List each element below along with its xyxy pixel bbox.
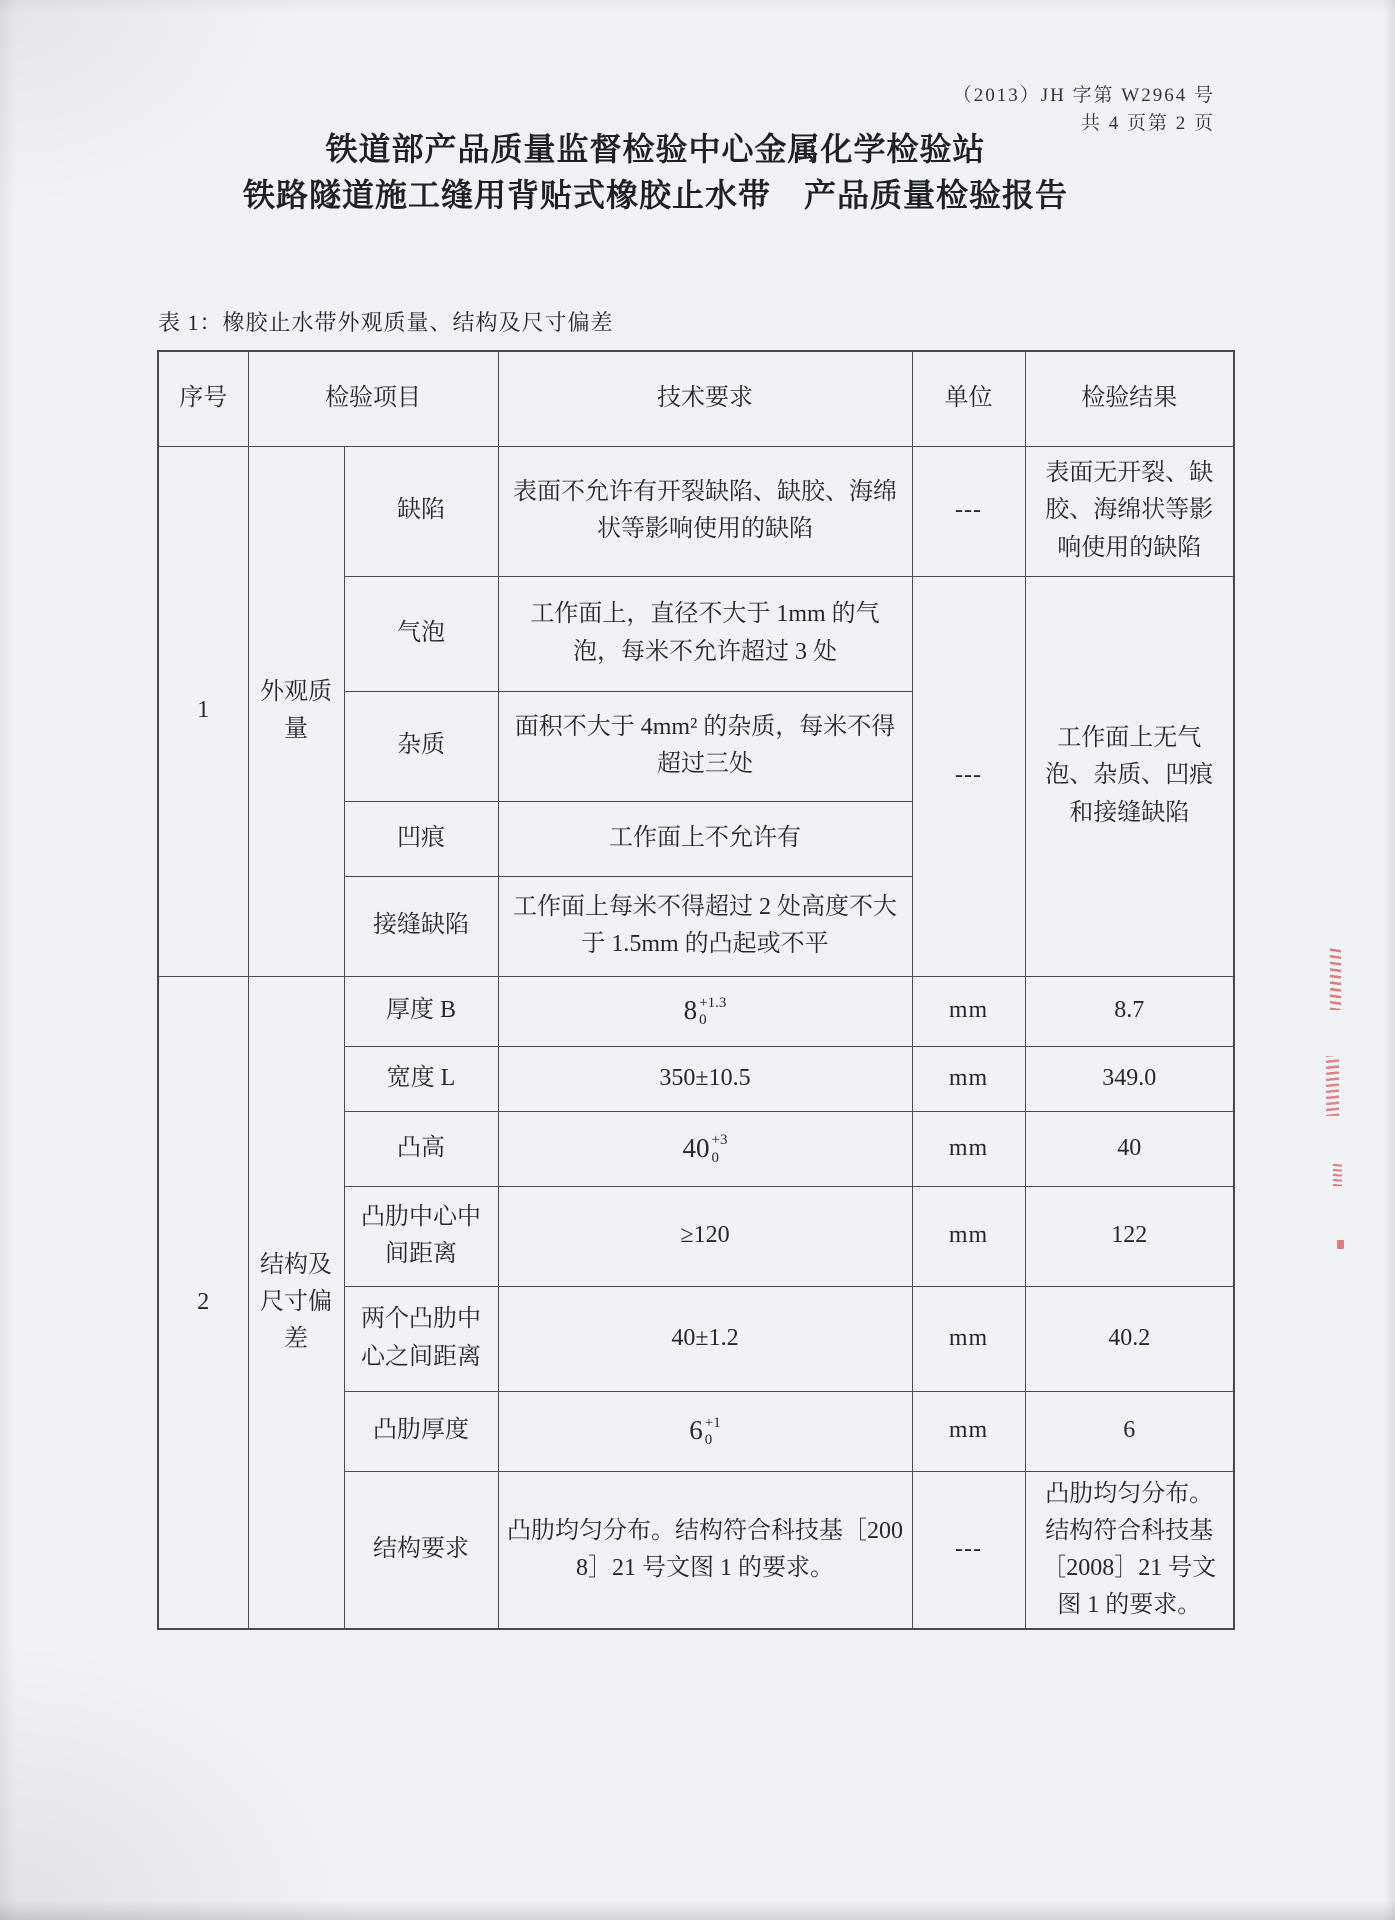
row-item-label: 厚度 B	[344, 976, 498, 1046]
row-result: 6	[1025, 1391, 1234, 1471]
row-requirement: 40±1.2	[498, 1286, 912, 1391]
row-requirement: 工作面上，直径不大于 1mm 的气泡，每米不允许超过 3 处	[498, 576, 912, 691]
row-requirement: 工作面上不允许有	[498, 801, 912, 876]
tolerance-base: 6	[689, 1415, 703, 1446]
row-item-label: 接缝缺陷	[344, 876, 498, 976]
tolerance-upper: +1.3	[699, 994, 727, 1011]
col-header-unit: 单位	[912, 351, 1025, 446]
page-count: 共 4 页第 2 页	[1080, 113, 1215, 134]
row-item-label: 结构要求	[344, 1471, 498, 1629]
red-stamp-fragment	[1326, 1056, 1339, 1116]
row-result: 8.7	[1025, 976, 1234, 1046]
row-result: 40.2	[1025, 1286, 1234, 1391]
row-unit: mm	[912, 976, 1025, 1046]
row-result: 凸肋均匀分布。结构符合科技基［2008］21 号文图 1 的要求。	[1025, 1471, 1234, 1629]
row-item-label: 两个凸肋中心之间距离	[344, 1286, 498, 1391]
section-group-label: 结构及尺寸偏差	[248, 976, 344, 1629]
tolerance-spec	[689, 1410, 720, 1452]
red-stamp-fragment	[1337, 1240, 1344, 1249]
row-result: 122	[1025, 1186, 1234, 1286]
row-result: 工作面上无气泡、杂质、凹痕和接缝缺陷	[1025, 576, 1234, 976]
row-requirement: 表面不允许有开裂缺陷、缺胶、海绵状等影响使用的缺陷	[498, 446, 912, 576]
row-unit: ---	[912, 1471, 1025, 1629]
row-result: 40	[1025, 1111, 1234, 1186]
tolerance-upper: +1	[704, 1414, 721, 1431]
row-item-label: 凸肋厚度	[344, 1391, 498, 1471]
col-header-seq: 序号	[158, 351, 248, 446]
section-number: 2	[158, 976, 248, 1629]
inspection-table	[157, 350, 1235, 1630]
row-item-label: 凹痕	[344, 801, 498, 876]
row-item-label: 宽度 L	[344, 1046, 498, 1111]
row-result: 表面无开裂、缺胶、海绵状等影响使用的缺陷	[1025, 446, 1234, 576]
row-item-label: 气泡	[344, 576, 498, 691]
red-stamp-fragment	[1333, 1164, 1342, 1186]
tolerance-lower: 0	[711, 1149, 720, 1166]
report-title-block	[0, 126, 1395, 218]
table-header-row	[158, 351, 1234, 446]
tolerance-base: 40	[682, 1132, 710, 1163]
table-caption: 表 1：橡胶止水带外观质量、结构及尺寸偏差	[158, 310, 614, 335]
tolerance-lower: 0	[699, 1012, 707, 1028]
row-unit: mm	[912, 1286, 1025, 1391]
section-number: 1	[158, 446, 248, 976]
row-unit: ---	[912, 576, 1025, 976]
row-requirement	[498, 1111, 912, 1186]
table-row	[158, 976, 1234, 1046]
row-requirement: ≥120	[498, 1186, 912, 1286]
col-header-requirement: 技术要求	[498, 351, 912, 446]
tolerance-spec	[683, 1128, 728, 1170]
row-requirement: 工作面上每米不得超过 2 处高度不大于 1.5mm 的凸起或不平	[498, 876, 912, 976]
tolerance-lower: 0	[704, 1432, 713, 1448]
row-unit: ---	[912, 446, 1025, 576]
tolerance-spec	[684, 990, 727, 1032]
row-requirement	[498, 1391, 912, 1471]
row-unit: mm	[912, 1046, 1025, 1111]
row-requirement: 面积不大于 4mm² 的杂质，每米不得超过三处	[498, 691, 912, 801]
row-item-label: 凸肋中心中间距离	[344, 1186, 498, 1286]
col-header-result: 检验结果	[1025, 351, 1234, 446]
section-group-label: 外观质量	[248, 446, 344, 976]
table-row	[158, 446, 1234, 576]
tolerance-base: 8	[683, 995, 698, 1026]
row-result: 349.0	[1025, 1046, 1234, 1111]
row-unit: mm	[912, 1111, 1025, 1186]
report-title: 铁路隧道施工缝用背贴式橡胶止水带 产品质量检验报告	[242, 176, 1068, 214]
row-requirement: 凸肋均匀分布。结构符合科技基［2008］21 号文图 1 的要求。	[498, 1471, 912, 1629]
row-requirement	[498, 976, 912, 1046]
row-unit: mm	[912, 1186, 1025, 1286]
red-stamp-fragment	[1330, 948, 1341, 1010]
row-unit: mm	[912, 1391, 1025, 1471]
col-header-item: 检验项目	[248, 351, 498, 446]
org-title: 铁道部产品质量监督检验中心金属化学检验站	[325, 130, 986, 168]
row-item-label: 凸高	[344, 1111, 498, 1186]
doc-number: （2013）JH 字第 W2964 号	[952, 85, 1215, 106]
row-requirement: 350±10.5	[498, 1046, 912, 1111]
tolerance-upper: +3	[711, 1132, 728, 1149]
row-item-label: 杂质	[344, 691, 498, 801]
row-item-label: 缺陷	[344, 446, 498, 576]
